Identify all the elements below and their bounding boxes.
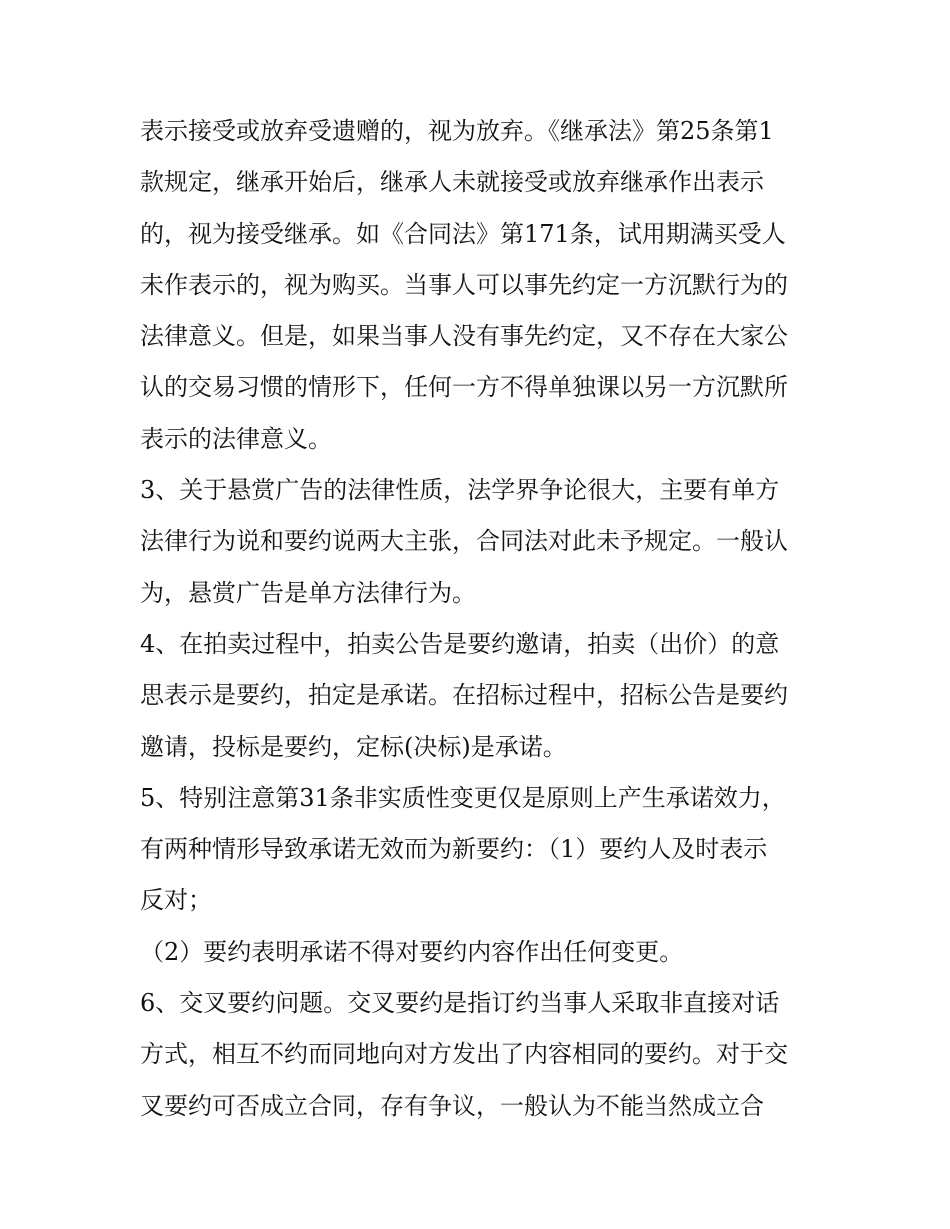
- text-line-7: 表示的法律意义。: [140, 424, 332, 453]
- text-line-10: 为，悬赏广告是单方法律行为。: [140, 578, 476, 607]
- text-line-15: 有两种情形导致承诺无效而为新要约：（1）要约人及时表示: [140, 835, 768, 864]
- text-line-13: 邀请，投标是要约，定标(决标)是承诺。: [140, 732, 567, 761]
- text-line-20: 叉要约可否成立合同，存有争议，一般认为不能当然成立合: [140, 1091, 764, 1120]
- text-line-4: 未作表示的，视为购买。当事人可以事先约定一方沉默行为的: [140, 270, 788, 299]
- text-line-16: 反对；: [140, 886, 212, 915]
- text-line-11: 4、在拍卖过程中，拍卖公告是要约邀请，拍卖（出价）的意: [140, 629, 780, 658]
- text-line-12: 思表示是要约，拍定是承诺。在招标过程中，招标公告是要约: [140, 681, 788, 710]
- text-line-17: （2）要约表明承诺不得对要约内容作出任何变更。: [140, 937, 684, 966]
- text-line-6: 认的交易习惯的情形下，任何一方不得单独课以另一方沉默所: [140, 373, 788, 402]
- text-line-1: 表示接受或放弃受遗赠的，视为放弃。《继承法》第25条第1: [140, 117, 774, 145]
- text-line-18: 6、交叉要约问题。交叉要约是指订约当事人采取非直接对话: [140, 989, 780, 1018]
- text-line-2: 款规定，继承开始后，继承人未就接受或放弃继承作出表示: [140, 168, 764, 197]
- text-line-9: 法律行为说和要约说两大主张，合同法对此未予规定。一般认: [140, 527, 788, 556]
- text-line-8: 3、关于悬赏广告的法律性质，法学界争论很大，主要有单方: [140, 476, 780, 505]
- text-line-14: 5、特别注意第31条非实质性变更仅是原则上产生承诺效力，: [140, 783, 786, 812]
- text-line-5: 法律意义。但是，如果当事人没有事先约定，又不存在大家公: [140, 322, 788, 351]
- document-body: [140, 106, 830, 1132]
- text-line-3: 的，视为接受继承。如《合同法》第171条，试用期满买受人: [140, 219, 786, 248]
- text-line-19: 方式，相互不约而同地向对方发出了内容相同的要约。对于交: [140, 1040, 788, 1069]
